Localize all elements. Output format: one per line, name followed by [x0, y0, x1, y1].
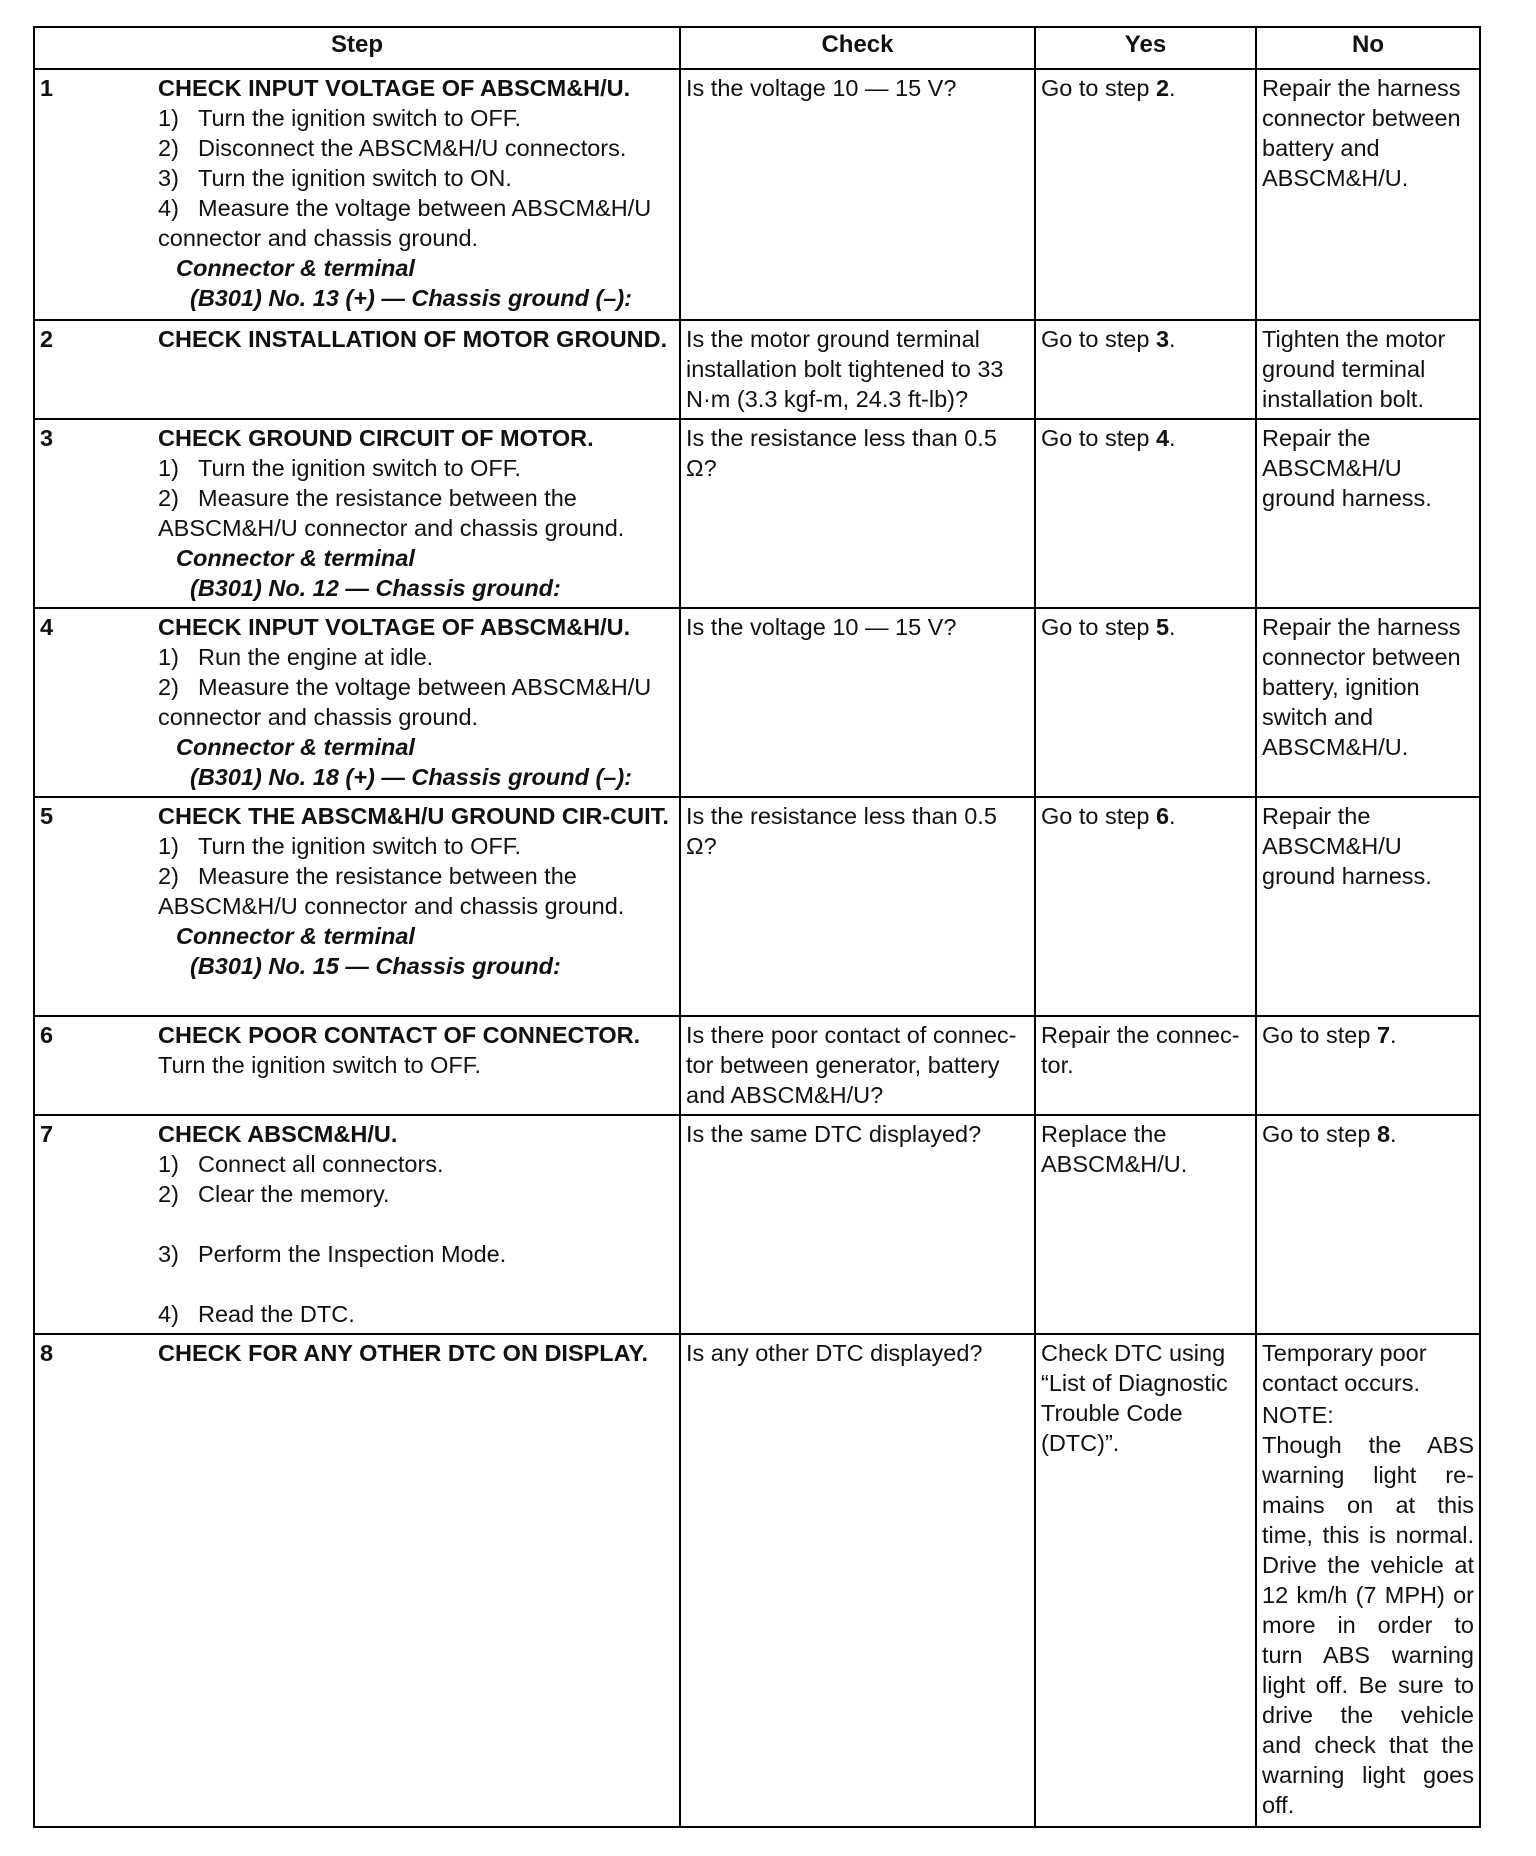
check-cell: Is there poor contact of connec-tor between generator, battery and ABSCM&H/U?	[680, 1016, 1035, 1115]
step-number: 7	[40, 1121, 54, 1147]
substep: 2) Measure the resistance between the ABSCM&H/U connector and chassis ground.	[158, 485, 625, 541]
step-number: 1	[40, 75, 54, 101]
step-cell	[34, 1016, 680, 1115]
step-cell	[34, 608, 680, 797]
table-header-row	[34, 27, 1480, 69]
check-cell: Is the voltage 10 — 15 V?	[680, 608, 1035, 797]
terminal-spec: (B301) No. 15 — Chassis ground:	[190, 953, 561, 979]
note-text: Though the ABS warning light re-mains on at this time, this is normal. Drive the vehicle at 12 km/h (7 MPH) or more in order to turn ABS warning light off. Be sure to drive the vehicle and check that the warning light goes off.	[1262, 1432, 1474, 1818]
step-title: CHECK INPUT VOLTAGE OF ABSCM&H/U.	[158, 614, 631, 640]
table-row	[34, 1016, 1480, 1115]
table-row	[34, 320, 1480, 419]
terminal-spec: (B301) No. 12 — Chassis ground:	[190, 575, 561, 601]
yes-cell: Go to step 2.	[1035, 69, 1256, 320]
step-cell	[34, 1115, 680, 1334]
no-result: Temporary poor contact occurs.	[1262, 1340, 1427, 1396]
substep: 3) Perform the Inspection Mode.	[158, 1241, 507, 1267]
step-cell	[34, 797, 680, 1016]
step-instruction: Turn the ignition switch to OFF.	[158, 1052, 482, 1078]
no-cell	[1256, 1334, 1480, 1827]
yes-cell: Go to step 5.	[1035, 608, 1256, 797]
substep: 1) Turn the ignition switch to OFF.	[158, 833, 522, 859]
no-cell: Go to step 7.	[1256, 1016, 1480, 1115]
check-cell: Is the voltage 10 — 15 V?	[680, 69, 1035, 320]
no-cell: Repair the harness connector between battery and ABSCM&H/U.	[1256, 69, 1480, 320]
yes-cell: Replace the ABSCM&H/U.	[1035, 1115, 1256, 1334]
table-row	[34, 69, 1480, 320]
step-cell	[34, 1334, 680, 1827]
step-cell	[34, 419, 680, 608]
note-label: NOTE:	[1262, 1402, 1334, 1428]
check-cell: Is the resistance less than 0.5 Ω?	[680, 419, 1035, 608]
table-row	[34, 797, 1480, 1016]
check-cell: Is the motor ground terminal installation bolt tightened to 33 N·m (3.3 kgf-m, 24.3 ft-lb)?	[680, 320, 1035, 419]
substep: 4) Measure the voltage between ABSCM&H/U connector and chassis ground.	[158, 195, 652, 251]
diagnostic-table	[33, 26, 1481, 1828]
step-number: 6	[40, 1022, 54, 1048]
header-yes: Yes	[1035, 27, 1256, 69]
yes-cell: Go to step 4.	[1035, 419, 1256, 608]
step-title: CHECK THE ABSCM&H/U GROUND CIR-CUIT.	[158, 803, 669, 829]
header-step: Step	[34, 27, 680, 69]
substep: 1) Turn the ignition switch to OFF.	[158, 105, 522, 131]
substep: 1) Run the engine at idle.	[158, 644, 434, 670]
substep: 1) Connect all connectors.	[158, 1151, 444, 1177]
terminal-spec: (B301) No. 13 (+) — Chassis ground (–):	[190, 285, 633, 311]
check-cell: Is the resistance less than 0.5 Ω?	[680, 797, 1035, 1016]
step-number: 4	[40, 614, 54, 640]
table-row	[34, 1115, 1480, 1334]
step-cell	[34, 69, 680, 320]
substep: 3) Turn the ignition switch to ON.	[158, 165, 512, 191]
yes-cell: Check DTC using “List of Diagnostic Trouble Code (DTC)”.	[1035, 1334, 1256, 1827]
step-title: CHECK FOR ANY OTHER DTC ON DISPLAY.	[158, 1340, 649, 1366]
yes-cell: Go to step 6.	[1035, 797, 1256, 1016]
table-row	[34, 608, 1480, 797]
yes-cell: Repair the connec-tor.	[1035, 1016, 1256, 1115]
step-number: 5	[40, 803, 54, 829]
step-number: 2	[40, 326, 54, 352]
step-title: CHECK GROUND CIRCUIT OF MOTOR.	[158, 425, 594, 451]
substep: 2) Measure the voltage between ABSCM&H/U connector and chassis ground.	[158, 674, 652, 730]
yes-cell: Go to step 3.	[1035, 320, 1256, 419]
step-title: CHECK ABSCM&H/U.	[158, 1121, 398, 1147]
step-number: 8	[40, 1340, 54, 1366]
connector-label: Connector & terminal	[176, 255, 415, 281]
step-title: CHECK INSTALLATION OF MOTOR GROUND.	[158, 326, 668, 352]
substep: 4) Read the DTC.	[158, 1301, 355, 1327]
no-cell: Go to step 8.	[1256, 1115, 1480, 1334]
step-title: CHECK INPUT VOLTAGE OF ABSCM&H/U.	[158, 75, 631, 101]
check-cell: Is any other DTC displayed?	[680, 1334, 1035, 1827]
substep: 2) Clear the memory.	[158, 1181, 390, 1207]
header-no: No	[1256, 27, 1480, 69]
substep: 2) Measure the resistance between the ABSCM&H/U connector and chassis ground.	[158, 863, 625, 919]
check-cell: Is the same DTC displayed?	[680, 1115, 1035, 1334]
no-cell: Repair the harness connector between battery, ignition switch and ABSCM&H/U.	[1256, 608, 1480, 797]
header-check: Check	[680, 27, 1035, 69]
terminal-spec: (B301) No. 18 (+) — Chassis ground (–):	[190, 764, 633, 790]
no-cell: Tighten the motor ground terminal installation bolt.	[1256, 320, 1480, 419]
table-row	[34, 419, 1480, 608]
no-cell: Repair the ABSCM&H/U ground harness.	[1256, 419, 1480, 608]
step-number: 3	[40, 425, 54, 451]
connector-label: Connector & terminal	[176, 734, 415, 760]
substep: 1) Turn the ignition switch to OFF.	[158, 455, 522, 481]
step-cell	[34, 320, 680, 419]
connector-label: Connector & terminal	[176, 923, 415, 949]
connector-label: Connector & terminal	[176, 545, 415, 571]
no-cell: Repair the ABSCM&H/U ground harness.	[1256, 797, 1480, 1016]
step-title: CHECK POOR CONTACT OF CONNECTOR.	[158, 1022, 641, 1048]
table-row	[34, 1334, 1480, 1827]
substep: 2) Disconnect the ABSCM&H/U connectors.	[158, 135, 627, 161]
